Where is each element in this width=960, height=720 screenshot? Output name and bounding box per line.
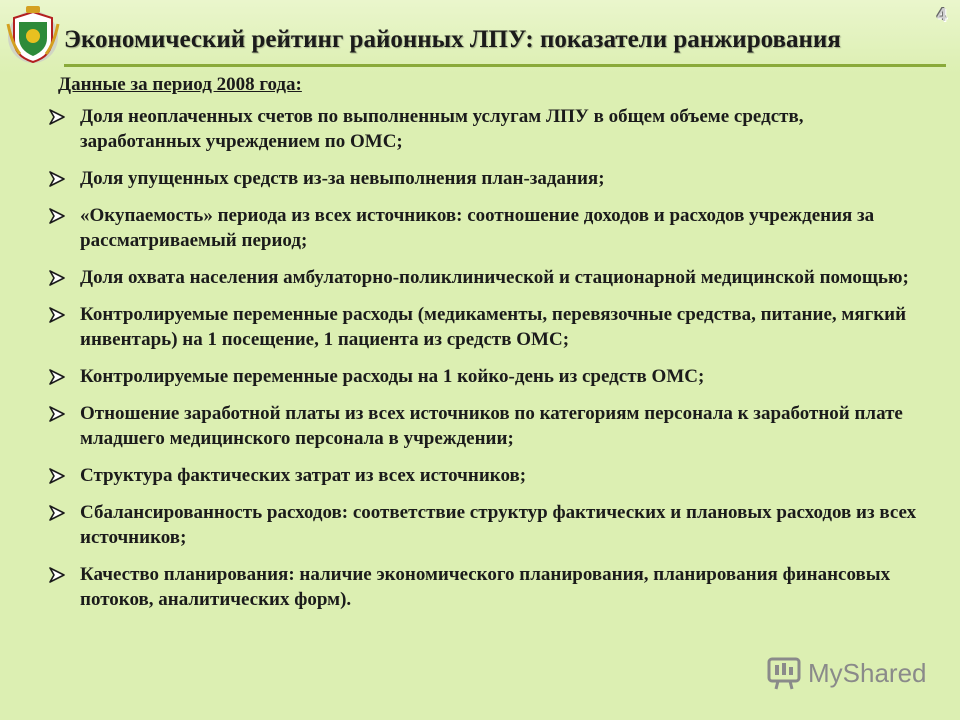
arrow-bullet-icon — [48, 109, 66, 125]
list-item — [48, 500, 928, 550]
list-item — [48, 203, 928, 253]
arrow-bullet-icon — [48, 369, 66, 385]
myshared-logo-icon — [766, 656, 802, 692]
list-item-text: Контролируемые переменные расходы (медикаменты, перевязочные средства, питание, мягкий инвентарь) на 1 посещение, 1 пациента из средств ОМС; — [80, 304, 907, 350]
list-item-text: Контролируемые переменные расходы на 1 койко-день из средств ОМС; — [80, 366, 705, 387]
period-label: Данные за период 2008 года: — [58, 74, 302, 95]
watermark[interactable] — [766, 654, 926, 694]
list-item-text: Отношение заработной платы из всех источников по категориям персонала к заработной плате младшего медицинского персонала в учреждении; — [80, 403, 903, 449]
list-item — [48, 166, 928, 191]
list-item — [48, 302, 928, 352]
arrow-bullet-icon — [48, 307, 66, 323]
arrow-bullet-icon — [48, 468, 66, 484]
arrow-bullet-icon — [48, 171, 66, 187]
coat-of-arms-icon — [6, 4, 60, 66]
list-item-text: Сбалансированность расходов: соответствие структур фактических и плановых расходов из всех источников; — [80, 502, 917, 548]
arrow-bullet-icon — [48, 270, 66, 286]
arrow-bullet-icon — [48, 567, 66, 583]
list-item-text: Доля охвата населения амбулаторно-поликлинической и стационарной медицинской помощью; — [80, 267, 909, 288]
arrow-bullet-icon — [48, 406, 66, 422]
list-item — [48, 562, 928, 612]
list-item-text: Доля неоплаченных счетов по выполненным услугам ЛПУ в общем объеме средств, заработанных учреждением по ОМС; — [80, 106, 804, 152]
list-item-text: «Окупаемость» периода из всех источников: соотношение доходов и расходов учреждения за рассматриваемый период; — [80, 205, 875, 251]
arrow-bullet-icon — [48, 505, 66, 521]
list-item-text: Структура фактических затрат из всех источников; — [80, 465, 527, 486]
list-item — [48, 104, 928, 154]
watermark-text: MyShared — [808, 658, 927, 688]
list-item — [48, 364, 928, 389]
list-item-text: Доля упущенных средств из-за невыполнения план-задания; — [80, 168, 605, 189]
page-number: 4 — [936, 5, 947, 25]
list-item — [48, 463, 928, 488]
list-item — [48, 265, 928, 290]
list-item — [48, 401, 928, 451]
title-divider — [64, 64, 946, 67]
list-item-text: Качество планирования: наличие экономического планирования, планирования финансовых потоков, аналитических форм). — [80, 564, 891, 610]
slide-title: Экономический рейтинг районных ЛПУ: показатели ранжирования — [64, 26, 841, 53]
arrow-bullet-icon — [48, 208, 66, 224]
indicator-list — [48, 104, 928, 624]
